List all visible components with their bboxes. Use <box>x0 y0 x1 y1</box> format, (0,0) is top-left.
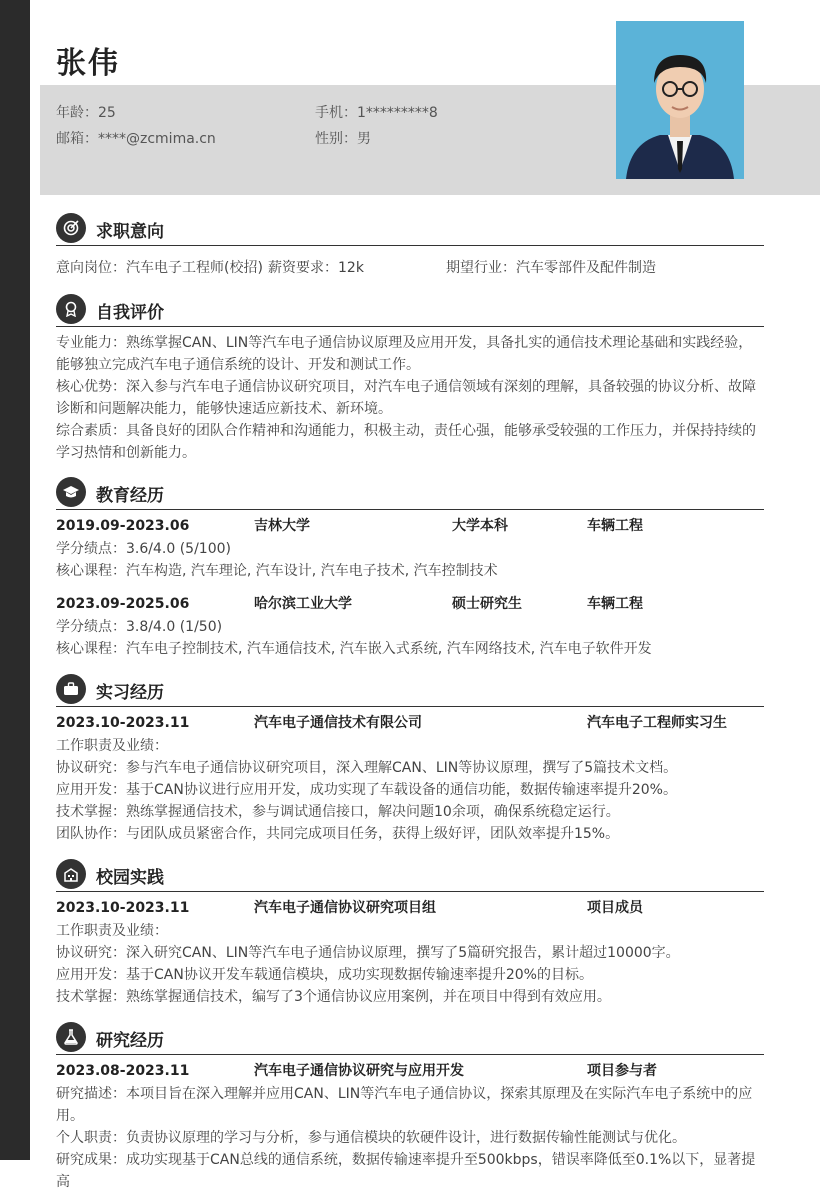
edu-date: 2019.09-2023.06 <box>56 518 190 534</box>
campus-line: 技术掌握：熟练掌握通信技术，编写了3个通信协议应用案例，并在项目中得到有效应用。 <box>56 989 611 1005</box>
section-title: 校园实践 <box>96 868 164 888</box>
campus-line: 协议研究：深入研究CAN、LIN等汽车电子通信协议原理，撰写了5篇研究报告，累计超过10000字。 <box>56 945 680 961</box>
edu-school: 哈尔滨工业大学 <box>254 596 352 612</box>
intern-line: 团队协作：与团队成员紧密合作，共同完成项目任务，获得上级好评，团队效率提升15%。 <box>56 826 620 842</box>
flask-icon <box>56 1022 86 1052</box>
section-title: 自我评价 <box>96 303 164 323</box>
self-line: 能够独立完成汽车电子通信系统的设计、开发和测试工作。 <box>56 357 420 373</box>
info-email: 邮箱：****@zcmima.cn <box>56 131 216 147</box>
section-education <box>56 477 764 660</box>
intern-line: 工作职责及业绩： <box>56 738 168 754</box>
research-line: 用。 <box>56 1108 84 1124</box>
left-accent-bar <box>0 0 30 1160</box>
info-gender: 性别：男 <box>315 131 371 147</box>
edu-degree: 硕士研究生 <box>452 596 522 612</box>
intern-line: 协议研究：参与汽车电子通信协议研究项目，深入理解CAN、LIN等协议原理，撰写了5篇技术文档。 <box>56 760 678 776</box>
campus-org: 汽车电子通信协议研究项目组 <box>254 900 436 916</box>
edu-degree: 大学本科 <box>452 518 508 534</box>
section-title: 实习经历 <box>96 683 164 703</box>
education-row <box>56 514 764 538</box>
edu-courses: 核心课程：汽车构造, 汽车理论, 汽车设计, 汽车电子技术, 汽车控制技术 <box>56 563 498 579</box>
section-header <box>56 674 764 707</box>
briefcase-icon <box>56 674 86 704</box>
research-project: 汽车电子通信协议研究与应用开发 <box>254 1063 464 1079</box>
section-title: 求职意向 <box>96 222 164 242</box>
research-line: 研究成果：成功实现基于CAN总线的通信系统，数据传输速率提升至500kbps，错误率降低至0.1%以下，显著提高 <box>56 1152 756 1190</box>
research-role: 项目参与者 <box>587 1063 657 1079</box>
edu-gpa: 学分绩点：3.6/4.0 (5/100) <box>56 541 231 557</box>
research-row <box>56 1059 764 1083</box>
badge-icon <box>56 294 86 324</box>
campus-row <box>56 896 764 920</box>
education-row <box>56 592 764 616</box>
section-internship <box>56 674 764 845</box>
self-line: 专业能力：熟练掌握CAN、LIN等汽车电子通信协议原理及应用开发，具备扎实的通信技术理论基础和实践经验， <box>56 335 753 351</box>
section-title: 教育经历 <box>96 486 164 506</box>
section-job-intent <box>56 213 764 287</box>
info-age: 年龄：25 <box>56 105 116 121</box>
intent-salary: 薪资要求：12k <box>268 260 364 276</box>
research-date: 2023.08-2023.11 <box>56 1063 190 1079</box>
section-campus-practice <box>56 859 764 1008</box>
campus-line: 工作职责及业绩： <box>56 923 168 939</box>
intent-industry: 期望行业：汽车零部件及配件制造 <box>446 260 656 276</box>
info-phone: 手机：1*********8 <box>315 105 438 121</box>
research-line: 研究描述：本项目旨在深入理解并应用CAN、LIN等汽车电子通信协议，探索其原理及在实际汽车电子系统中的应 <box>56 1086 753 1102</box>
edu-major: 车辆工程 <box>587 518 643 534</box>
section-header <box>56 294 764 327</box>
intern-org: 汽车电子通信技术有限公司 <box>254 715 422 731</box>
intern-row <box>56 711 764 735</box>
research-line: 个人职责：负责协议原理的学习与分析，参与通信模块的软硬件设计，进行数据传输性能测试与优化。 <box>56 1130 686 1146</box>
campus-date: 2023.10-2023.11 <box>56 900 190 916</box>
profile-photo <box>616 21 744 179</box>
campus-role: 项目成员 <box>587 900 643 916</box>
intern-line: 应用开发：基于CAN协议进行应用开发，成功实现了车载设备的通信功能，数据传输速率提升20%。 <box>56 782 677 798</box>
section-header <box>56 859 764 892</box>
section-header <box>56 213 764 246</box>
edu-date: 2023.09-2025.06 <box>56 596 190 612</box>
intent-position: 意向岗位：汽车电子工程师(校招) <box>56 260 263 276</box>
section-self-evaluation <box>56 294 764 464</box>
self-line: 诊断和问题解决能力，能够快速适应新技术、新环境。 <box>56 401 392 417</box>
campus-line: 应用开发：基于CAN协议开发车载通信模块，成功实现数据传输速率提升20%的目标。 <box>56 967 593 983</box>
candidate-name: 张伟 <box>56 46 120 81</box>
section-header <box>56 1022 764 1055</box>
section-research <box>56 1022 764 1193</box>
target-icon <box>56 213 86 243</box>
intern-role: 汽车电子工程师实习生 <box>587 715 727 731</box>
graduation-cap-icon <box>56 477 86 507</box>
self-line: 学习热情和创新能力。 <box>56 445 196 461</box>
section-header <box>56 477 764 510</box>
self-line: 核心优势：深入参与汽车电子通信协议研究项目，对汽车电子通信领域有深刻的理解，具备较强的协议分析、故障 <box>56 379 756 395</box>
section-title: 研究经历 <box>96 1031 164 1051</box>
edu-gpa: 学分绩点：3.8/4.0 (1/50) <box>56 619 223 635</box>
edu-major: 车辆工程 <box>587 596 643 612</box>
edu-school: 吉林大学 <box>254 518 310 534</box>
building-icon <box>56 859 86 889</box>
intern-date: 2023.10-2023.11 <box>56 715 190 731</box>
intern-line: 技术掌握：熟练掌握通信技术，参与调试通信接口，解决问题10余项，确保系统稳定运行。 <box>56 804 620 820</box>
self-line: 综合素质：具备良好的团队合作精神和沟通能力，积极主动，责任心强，能够承受较强的工作压力，并保持持续的 <box>56 423 756 439</box>
edu-courses: 核心课程：汽车电子控制技术, 汽车通信技术, 汽车嵌入式系统, 汽车网络技术, 汽车电子软件开发 <box>56 641 652 657</box>
